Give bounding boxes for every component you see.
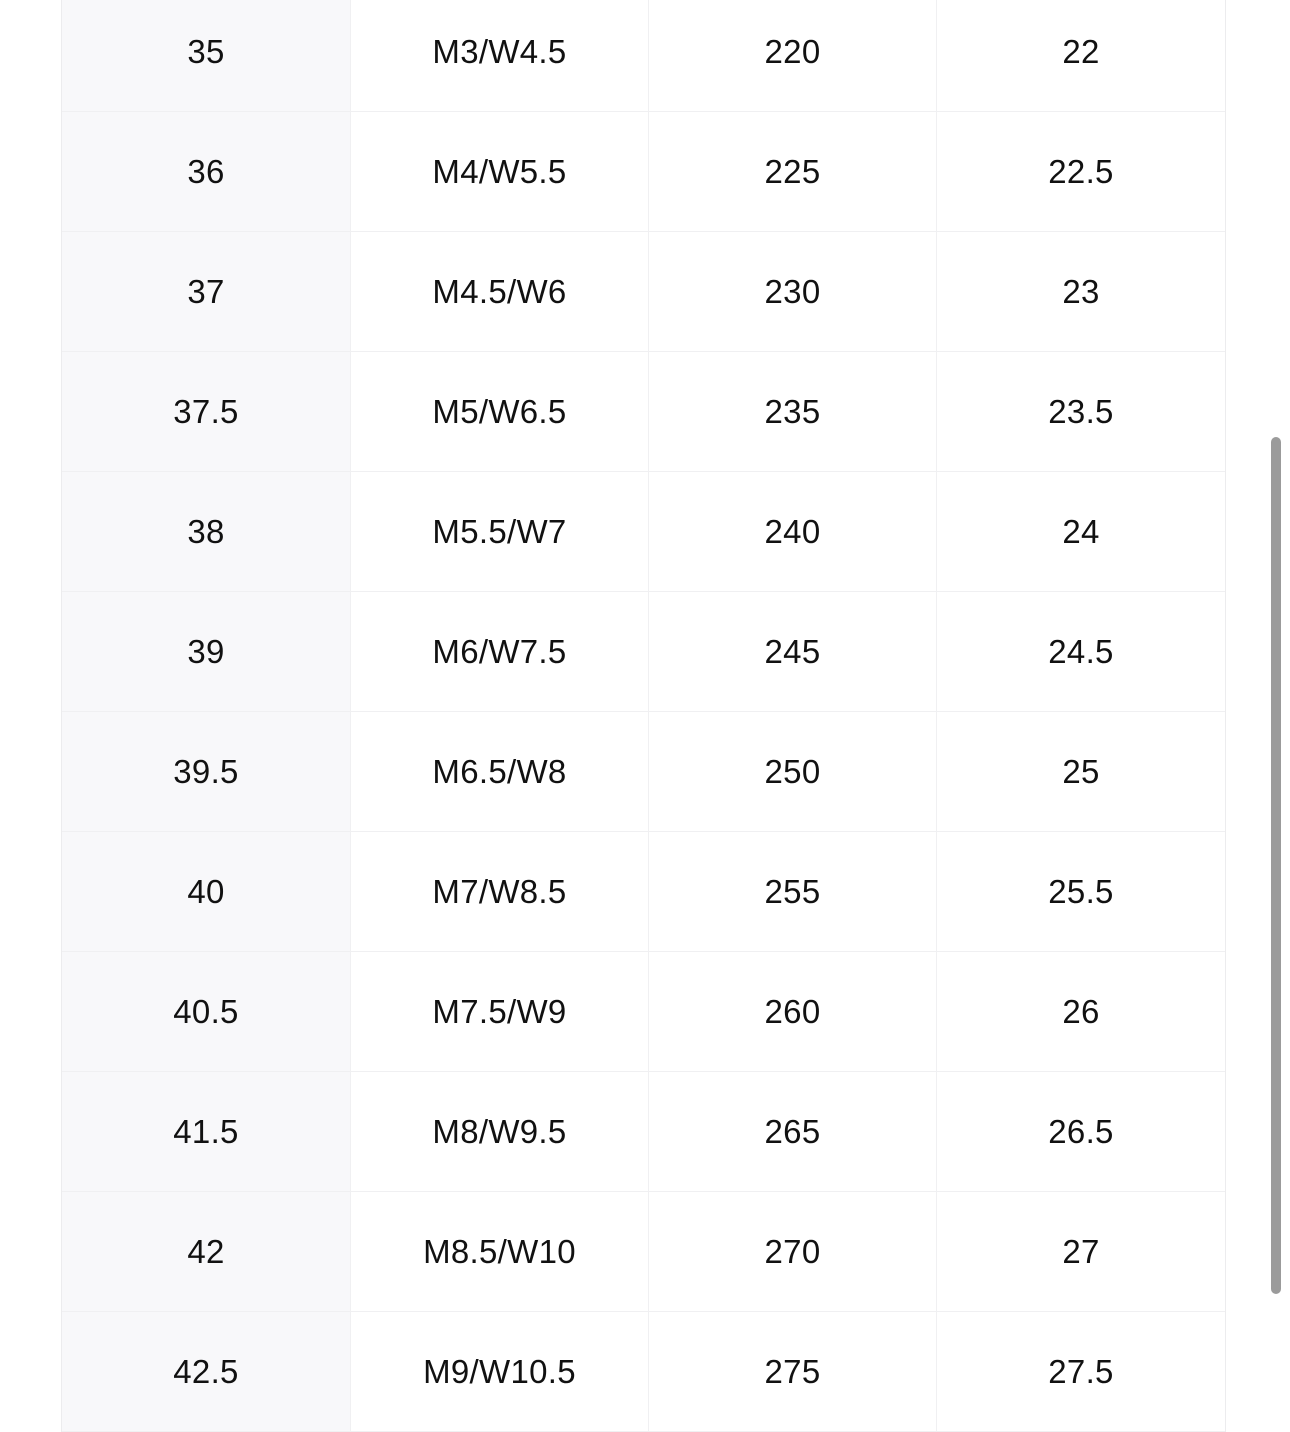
cm-size-cell: 25.5 [1048,872,1114,910]
mm-size-cell: 240 [649,472,937,591]
mm-size-cell: 245 [649,592,937,711]
us-size-cell: M5/W6.5 [351,352,649,471]
us-size-cell: M7.5/W9 [351,952,649,1071]
eu-size-cell: 37.5 [62,352,351,471]
us-size-cell: M4/W5.5 [351,112,649,231]
us-size-cell: M5.5/W7 [351,472,649,591]
table-row [62,1312,1225,1432]
mm-size-cell: 225 [649,112,937,231]
table-row [62,352,1225,472]
table-row [62,1192,1225,1312]
cm-size-cell: 25 [1062,752,1100,790]
table-row [62,472,1225,592]
mm-size-cell: 275 [649,1312,937,1431]
table-row [62,712,1225,832]
cm-size-cell: 22 [1062,32,1100,70]
eu-size-cell: 36 [62,112,351,231]
eu-size-cell: 38 [62,472,351,591]
table-row [62,832,1225,952]
eu-size-cell: 40.5 [62,952,351,1071]
us-size-cell: M3/W4.5 [351,0,649,111]
mm-size-cell: 265 [649,1072,937,1191]
table-row [62,592,1225,712]
us-size-cell: M6/W7.5 [351,592,649,711]
cm-size-cell: 24.5 [1048,632,1114,670]
cm-size-cell: 27 [1062,1232,1100,1270]
cm-size-cell: 27.5 [1048,1352,1114,1390]
table-row [62,112,1225,232]
us-size-cell: M8/W9.5 [351,1072,649,1191]
eu-size-cell: 42 [62,1192,351,1311]
table-row [62,1072,1225,1192]
cm-size-cell: 23.5 [1048,392,1114,430]
eu-size-cell: 42.5 [62,1312,351,1431]
mm-size-cell: 270 [649,1192,937,1311]
eu-size-cell: 39.5 [62,712,351,831]
vertical-scrollbar[interactable] [1271,437,1281,1294]
cm-size-cell: 24 [1062,512,1100,550]
us-size-cell: M4.5/W6 [351,232,649,351]
us-size-cell: M8.5/W10 [351,1192,649,1311]
eu-size-cell: 41.5 [62,1072,351,1191]
eu-size-cell: 40 [62,832,351,951]
cm-size-cell: 23 [1062,272,1100,310]
mm-size-cell: 235 [649,352,937,471]
mm-size-cell: 250 [649,712,937,831]
size-conversion-table [61,0,1226,1432]
eu-size-cell: 39 [62,592,351,711]
mm-size-cell: 260 [649,952,937,1071]
cm-size-cell: 26.5 [1048,1112,1114,1150]
mm-size-cell: 230 [649,232,937,351]
eu-size-cell: 37 [62,232,351,351]
cm-size-cell: 22.5 [1048,152,1114,190]
table-row [62,232,1225,352]
mm-size-cell: 220 [649,0,937,111]
cm-size-cell: 26 [1062,992,1100,1030]
table-row [62,0,1225,112]
mm-size-cell: 255 [649,832,937,951]
table-row [62,952,1225,1072]
us-size-cell: M7/W8.5 [351,832,649,951]
eu-size-cell: 35 [62,0,351,111]
us-size-cell: M6.5/W8 [351,712,649,831]
us-size-cell: M9/W10.5 [351,1312,649,1431]
